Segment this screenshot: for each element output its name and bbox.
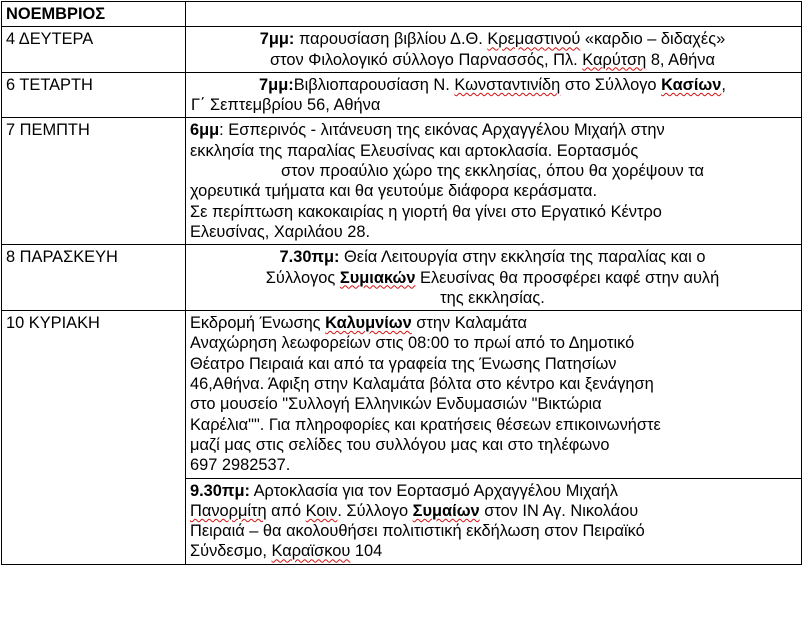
- event-text: από: [266, 501, 306, 520]
- event-text: Εκδρομή Ένωσης: [190, 314, 326, 333]
- event-description: [186, 478, 802, 564]
- event-line: Αναχώρηση λεωφορείων στις 08:00 το πρωί από το Δημοτικό: [190, 334, 635, 353]
- event-line: Θέατρο Πειραιά και από τα γραφεία της Ένωσης Πατησίων: [190, 354, 617, 373]
- table-row: [2, 27, 802, 73]
- event-text: στην Καλαμάτα: [411, 314, 528, 333]
- event-text-bold: Συμιακών: [339, 268, 416, 287]
- event-line: εκκλησία της παραλίας Ελευσίνας και αρτοκλασία. Εορτασμός: [190, 141, 639, 160]
- event-line: Σε περίπτωση κακοκαιρίας η γιορτή θα γίνει στο Εργατικό Κέντρο: [190, 202, 662, 221]
- event-text: παρουσίαση βιβλίου Δ.Θ.: [294, 30, 488, 49]
- event-line: [190, 75, 795, 95]
- header-row: [2, 2, 802, 27]
- event-text-bold: Συμαίων: [412, 501, 480, 520]
- month-header: ΝΟΕΜΒΡΙΟΣ: [2, 2, 186, 27]
- event-text: Αρτοκλασία για τον Εορτασμό Αρχαγγέλου Μιχαήλ: [249, 481, 618, 500]
- event-line: στον προαύλιο χώρο της εκκλησίας, όπου θα χορέψουν τα: [280, 162, 705, 181]
- event-line: [190, 120, 795, 140]
- event-line: της εκκλησίας.: [440, 288, 545, 307]
- event-text-flagged: Κωνσταντινίδη: [454, 75, 561, 94]
- event-line: [190, 50, 795, 70]
- day-cell: 4 ΔΕΥΤΕΡΑ: [2, 27, 186, 73]
- event-text-flagged: Καρύτση: [582, 50, 647, 69]
- event-line: 697 2982537.: [190, 456, 291, 475]
- event-text-flagged: Καραϊσκου: [271, 542, 351, 561]
- event-description: [186, 27, 802, 73]
- event-line: μαζί μας στις σελίδες του συλλόγου μας και στο τηλέφωνο: [190, 435, 610, 454]
- event-text: : Εσπερινός - λιτάνευση της εικόνας Αρχαγγέλου Μιχαήλ στην: [219, 121, 665, 140]
- event-text: 104: [350, 542, 383, 561]
- event-description: [186, 311, 802, 478]
- event-text: Ελευσίνας θα προσφέρει καφέ στην αυλή: [415, 268, 720, 287]
- day-cell: 7 ΠΕΜΠΤΗ: [2, 118, 186, 245]
- event-text-bold: Καλυμνίων: [325, 314, 412, 333]
- day-cell: 8 ΠΑΡΑΣΚΕΥΗ: [2, 245, 186, 311]
- event-line: Γ΄ Σεπτεμβρίου 56, Αθήνα: [191, 96, 381, 115]
- event-line: [190, 268, 795, 288]
- event-text: Βιβλιοπαρουσίαση Ν.: [293, 75, 455, 94]
- table-row: [2, 245, 802, 311]
- table-row: [2, 311, 802, 478]
- event-line: [190, 29, 795, 49]
- event-line: 46,Αθήνα. Άφιξη στην Καλαμάτα βόλτα στο κέντρο και ξενάγηση: [190, 375, 654, 394]
- event-line: Καρέλια"". Για πληροφορίες και κρατήσεις θέσεων επικοινωνήστε: [190, 415, 661, 434]
- event-time: 7μμ:: [259, 75, 294, 94]
- event-line: [190, 501, 795, 521]
- event-line: Ελευσίνας, Χαριλάου 28.: [190, 222, 371, 241]
- event-text: Θεία Λειτουργία στην εκκλησία της παραλίας και ο: [339, 248, 706, 267]
- event-text: 8, Αθήνα: [646, 50, 715, 69]
- event-time: 6μμ: [190, 121, 220, 140]
- event-text: ,: [721, 75, 726, 94]
- event-text: . Σύλλογο: [337, 501, 413, 520]
- event-line: χορευτικά τμήματα και θα γευτούμε διάφορα κεράσματα.: [190, 182, 598, 201]
- event-time: 7μμ:: [259, 30, 295, 49]
- event-text: Σύλλογος: [265, 268, 340, 287]
- event-line: [190, 247, 795, 267]
- event-description: [186, 245, 802, 311]
- event-line: Πειραιά – θα ακολουθήσει πολιτιστική εκδήλωση στον Πειραϊκό: [190, 522, 645, 541]
- event-text: στον ΙΝ Αγ. Νικολάου: [479, 501, 639, 520]
- event-description: [186, 72, 802, 118]
- table-row: [2, 72, 802, 118]
- event-text-flagged: Κοιν: [305, 501, 338, 520]
- event-line: [190, 313, 795, 333]
- event-time: 7.30πμ:: [279, 248, 340, 267]
- table-row: [2, 118, 802, 245]
- header-empty-cell: [186, 2, 802, 27]
- event-text: «καρδιο – διδαχές»: [580, 30, 726, 49]
- event-line: [190, 541, 795, 561]
- event-text: στο Σύλλογο: [560, 75, 662, 94]
- event-time: 9.30πμ:: [190, 481, 250, 500]
- event-description: [186, 118, 802, 245]
- event-text-flagged: Κρεμαστινού: [487, 30, 581, 49]
- event-text: Σύνδεσμο,: [190, 542, 272, 561]
- events-table: [1, 1, 802, 565]
- event-line: [190, 481, 795, 501]
- event-line: στο μουσείο "Συλλογή Ελληνικών Ενδυμασιών "Βικτώρια: [190, 395, 602, 414]
- event-text: στον Φιλολογικό σύλλογο Παρνασσός, Πλ.: [270, 50, 583, 69]
- day-cell: 6 ΤΕΤΑΡΤΗ: [2, 72, 186, 118]
- event-text-flagged: Πανορμίτη: [190, 501, 267, 520]
- day-cell: 10 ΚΥΡΙΑΚΗ: [2, 311, 186, 565]
- event-text-bold: Κασίων: [661, 75, 722, 94]
